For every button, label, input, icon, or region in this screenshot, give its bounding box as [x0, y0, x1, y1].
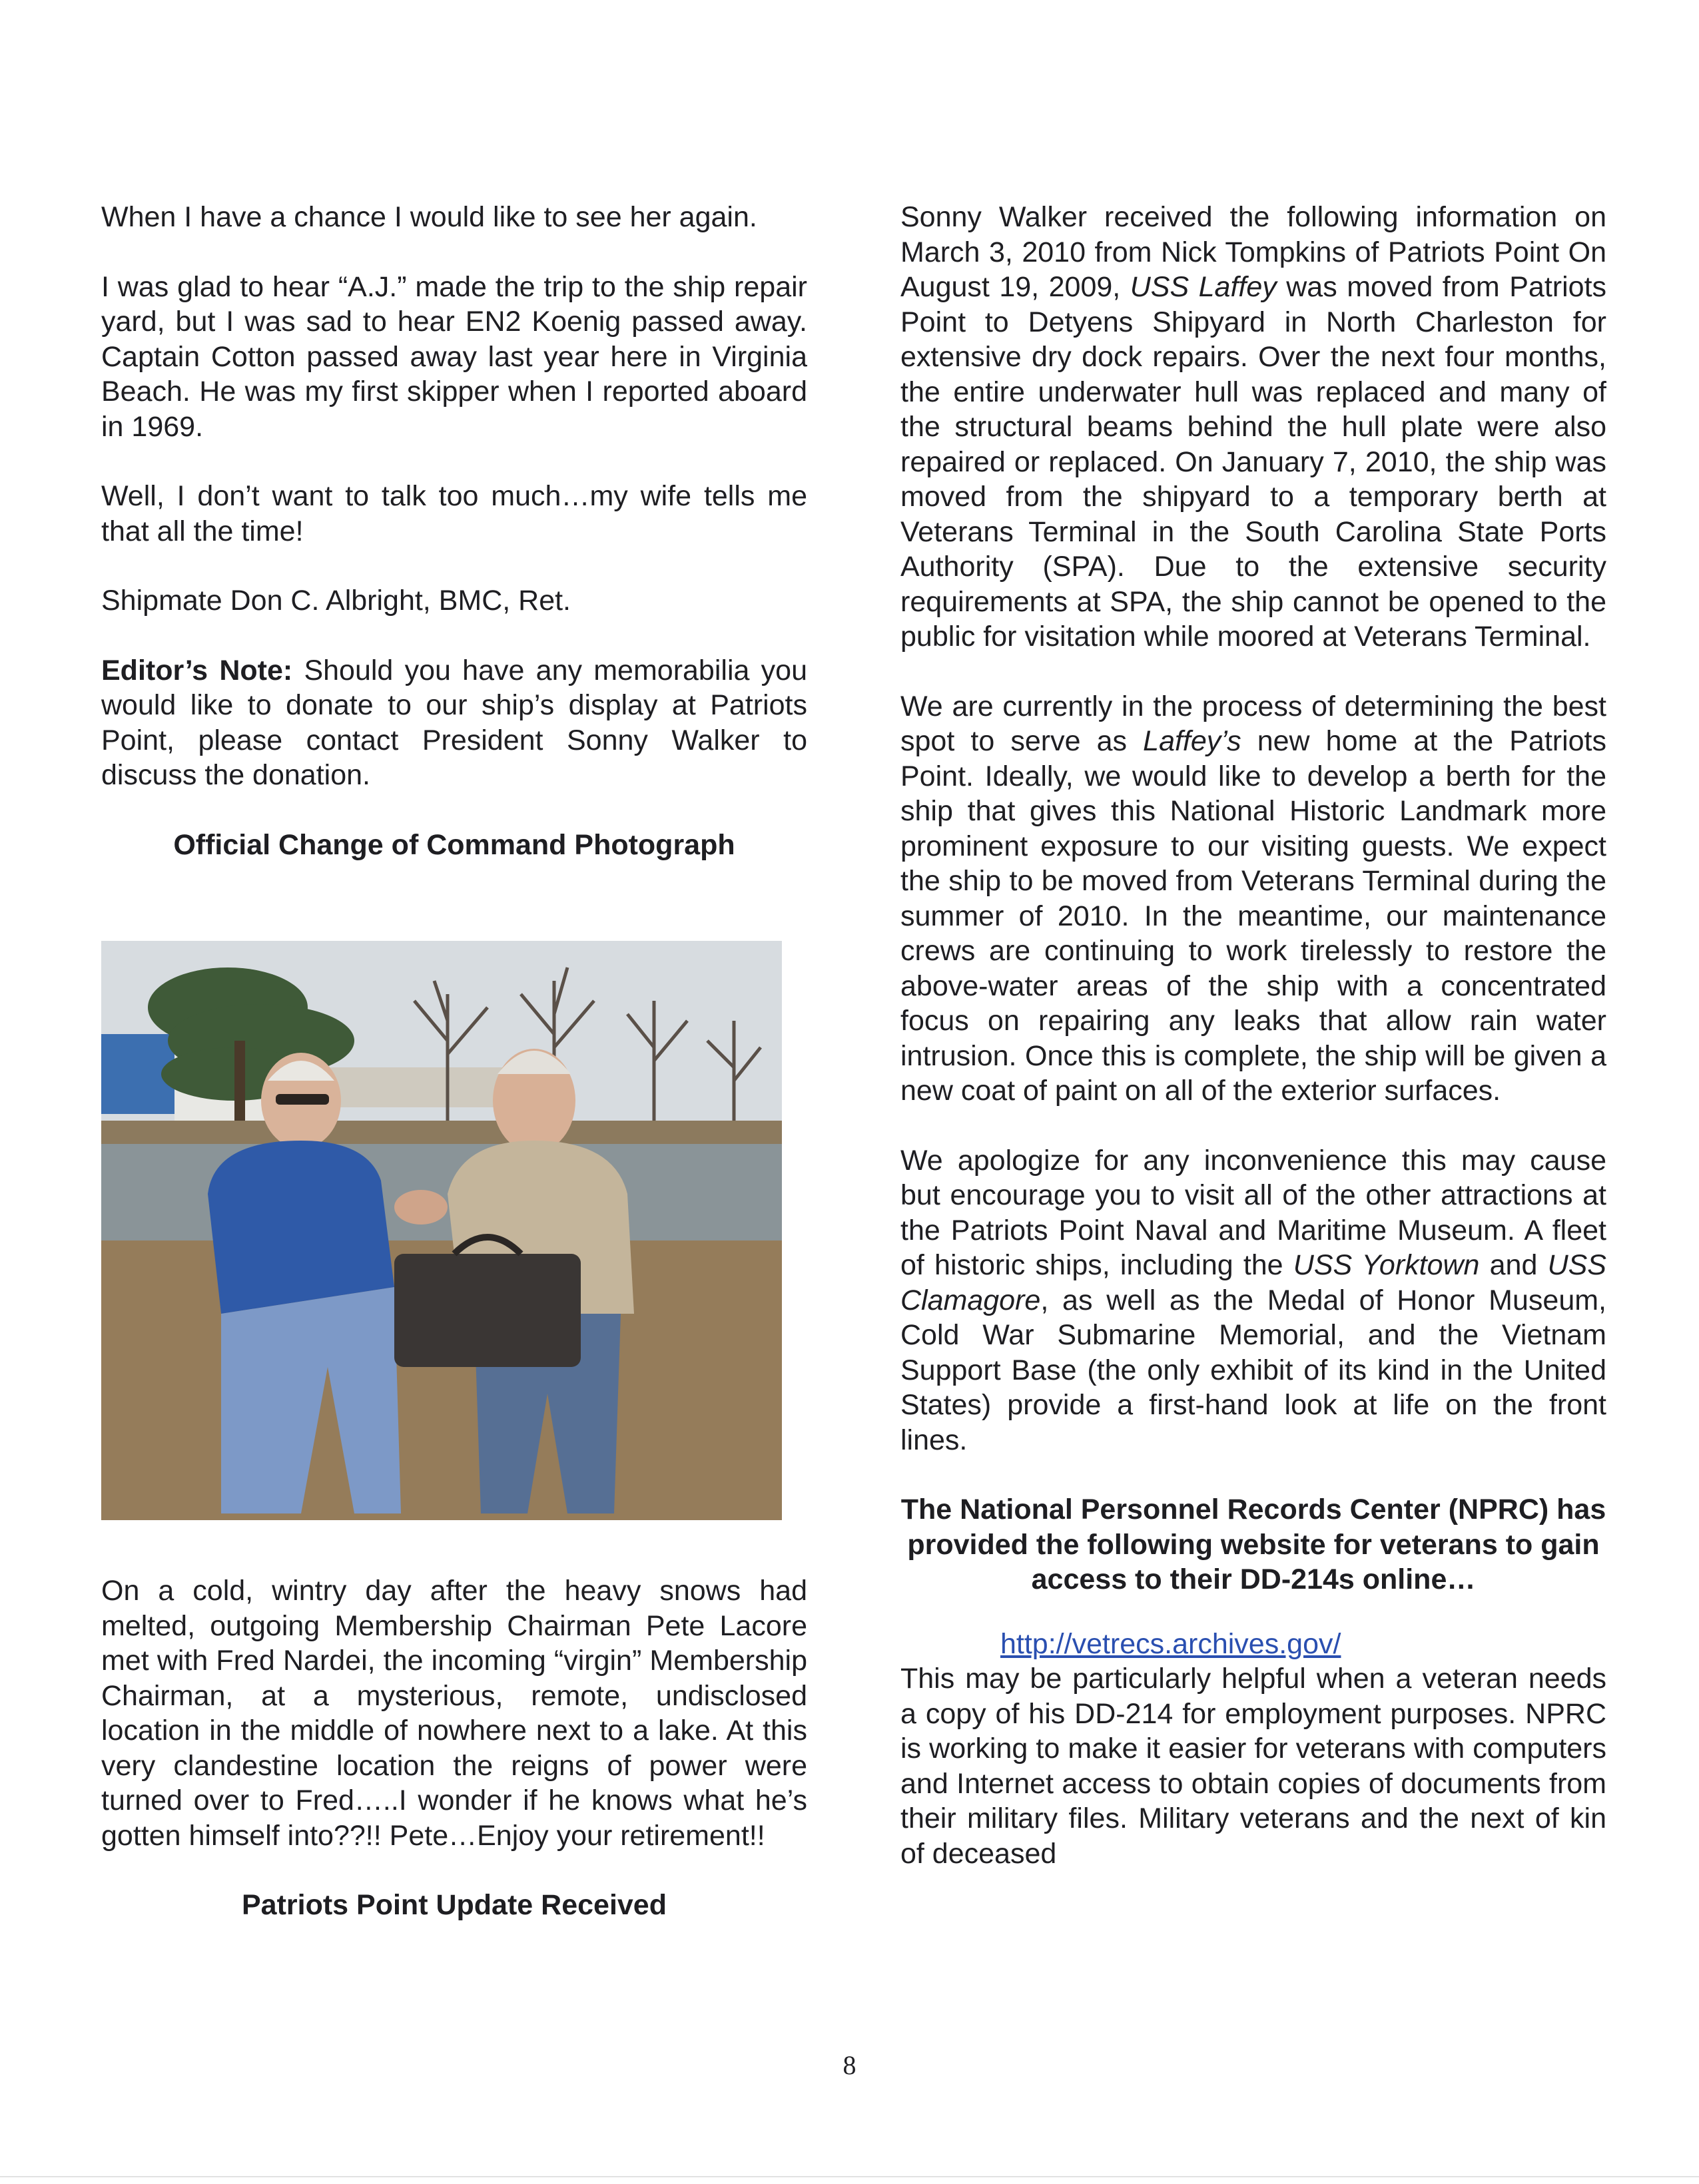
text-segment: , as well as the Medal of Honor Museum, Cold War Submarine Memorial, and the Vietnam Support Base (the only exhibit of its kind in the United States) provide a first-hand look at life on the front lines.: [900, 1284, 1606, 1456]
signature-line: Shipmate Don C. Albright, BMC, Ret.: [101, 585, 571, 617]
paragraph-see-her-again: When I have a chance I would like to see her again.: [101, 201, 757, 233]
paragraph-laffey-moved: [900, 200, 1606, 655]
paragraph-aj-trip: I was glad to hear “A.J.” made the trip to the ship repair yard, but I was sad to hear EN2 Koenig passed away. Captain Cotton passed away last year here in Virginia Beach. He was my first skipper when I reported aboard in 1969.: [101, 270, 807, 443]
heading-patriots-point-update: Patriots Point Update Received: [242, 1889, 667, 1921]
heading-nprc: The National Personnel Records Center (NPRC) has provided the following website for veterans to gain access to their DD-214s online…: [900, 1494, 1606, 1595]
text-segment: Sonny Walker received the following information on March 3, 2010 from Nick Tompkins of Patriots Point On August 19, 2009,: [900, 201, 1606, 303]
left-column: [101, 200, 807, 1923]
paragraph-talk-too-much: Well, I don’t want to talk too much…my wife tells me that all the time!: [101, 480, 807, 547]
photo-illustration: [101, 941, 782, 1520]
editors-note-text: Should you have any memorabilia you would like to donate to our ship’s display at Patriots Point, please contact President Sonny Walker to discuss the donation.: [101, 654, 807, 791]
ship-name: Laffey’s: [1143, 725, 1241, 757]
ship-name: USS Yorktown: [1293, 1249, 1480, 1281]
heading-change-of-command: Official Change of Command Photograph: [173, 828, 735, 861]
paragraph-new-home: [900, 689, 1606, 1109]
paragraph-cold-wintry-day: On a cold, wintry day after the heavy snows had melted, outgoing Membership Chairman Pete Lacore met with Fred Nardei, the incoming “virgin” Membership Chairman, at a mysterious, remote, undisclosed location in the middle of nowhere next to a lake. At this very clandestine location the reigns of power were turned over to Fred…..I wonder if he knows what he’s gotten himself into??!! Pete…Enjoy your retirement!!: [101, 1575, 807, 1852]
text-segment: and: [1479, 1249, 1548, 1281]
paragraph-dd214: This may be particularly helpful when a veteran needs a copy of his DD-214 for employment purposes. NPRC is working to make it easier for veterans with computers and Internet access to obtain copies of documents from their military files. Military veterans and the next of kin of deceased: [900, 1663, 1606, 1870]
change-of-command-photo: [101, 941, 782, 1520]
text-segment: We are currently in the process of determining the best spot to serve as: [900, 690, 1606, 757]
text-segment: We apologize for any inconvenience this may cause but encourage you to visit all of the other attractions at the Patriots Point Naval and Maritime Museum. A fleet of historic ships, including the: [900, 1144, 1606, 1281]
text-segment: new home at the Patriots Point. Ideally, we would like to develop a berth for the ship that gives this National Historic Landmark more prominent exposure to our visiting guests. We expect the ship to be moved from Veterans Terminal during the summer of 2010. In the meantime, our maintenance crews are continuing to work tirelessly to restore the above-water areas of the ship with a concentrated focus on repairing any leaks that allow rain water intrusion. Once this is complete, the ship will be given a new coat of paint on all of the exterior surfaces.: [900, 725, 1606, 1107]
bottom-rule: [0, 2176, 1699, 2177]
paragraph-apologize: [900, 1143, 1606, 1458]
vetrecs-link[interactable]: http://vetrecs.archives.gov/: [1000, 1627, 1341, 1660]
page-number: 8: [843, 2050, 856, 2080]
ship-name: USS Laffey: [1130, 271, 1277, 303]
editors-note-label: Editor’s Note:: [101, 654, 293, 686]
right-column: [900, 200, 1606, 1871]
text-segment: was moved from Patriots Point to Detyens Shipyard in North Charleston for extensive dry dock repairs. Over the next four months, the entire underwater hull was replaced and many of the structural beams behind the hull plate were also repaired or replaced. On January 7, 2010, the ship was moved from the shipyard to a temporary berth at Veterans Terminal in the South Carolina State Ports Authority (SPA). Due to the extensive security requirements at SPA, the ship cannot be opened to the public for visitation while moored at Veterans Terminal.: [900, 271, 1607, 653]
editors-note: [101, 653, 807, 793]
ship-name: USS Clamagore: [900, 1249, 1606, 1316]
link-line: [900, 1627, 1606, 1662]
